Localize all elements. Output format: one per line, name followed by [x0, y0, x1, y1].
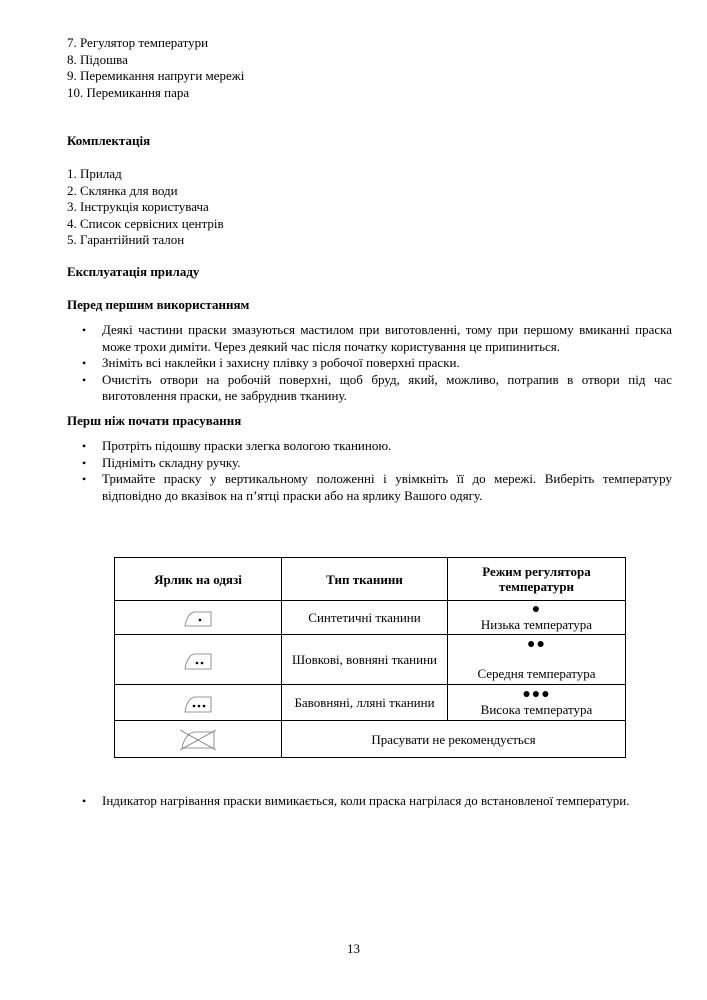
kit-heading: Комплектація — [67, 133, 151, 148]
bullet-icon: • — [82, 356, 87, 370]
iron-two-dots-icon — [181, 649, 215, 671]
column-header: Тип тканини — [282, 558, 448, 601]
table-row — [115, 635, 626, 685]
list-item: 1. Прилад — [67, 166, 122, 181]
parts-list — [67, 35, 244, 101]
list-item: • Індикатор нагрівання праски вимикається, коли праска нагрілася до встановленої температури. — [82, 793, 630, 808]
bullet-icon: • — [82, 472, 87, 486]
table-row — [115, 685, 626, 721]
indicator-note-list — [82, 793, 672, 810]
list-item: • Тримайте праску у вертикальному положенні і увімкніть її до мережі. Виберіть температуру відповідно до вказівок на п’ятці праски або на ярлику Вашого одягу. — [82, 471, 672, 503]
bullet-icon: • — [82, 439, 87, 453]
list-item: • Зніміть всі наклейки і захисну плівку з робочої поверхні праски. — [82, 355, 460, 370]
list-item: 4. Список сервісних центрів — [67, 215, 224, 231]
temperature-dots: ●●● — [522, 687, 551, 702]
fabric-cell: Шовкові, вовняні тканини — [282, 635, 448, 685]
before-ironing-list — [82, 438, 672, 504]
do-not-iron-icon — [177, 727, 219, 751]
bullet-icon: • — [82, 372, 87, 387]
list-item: 9. Перемикання напруги мережі — [67, 68, 245, 83]
bullet-icon: • — [82, 794, 87, 808]
list-item: 7. Регулятор температури — [67, 35, 209, 50]
mode-cell — [448, 685, 626, 721]
table-row — [115, 601, 626, 635]
fabric-cell: Бавовняні, лляні тканини — [282, 685, 448, 721]
bullet-icon: • — [82, 455, 87, 470]
bullet-icon: • — [82, 323, 87, 337]
mode-cell — [448, 601, 626, 635]
list-item: 2. Склянка для води — [67, 182, 178, 198]
list-item: • Протріть підошву праски злегка вологою тканиною. — [82, 438, 392, 453]
no-iron-cell: Прасувати не рекомендується — [282, 721, 626, 758]
mode-cell — [448, 635, 626, 685]
mode-label: Низька температура — [480, 617, 593, 632]
temperature-dots: ● — [531, 602, 542, 617]
iron-three-dots-icon — [181, 692, 215, 714]
list-item: 3. Інструкція користувача — [67, 199, 209, 214]
mode-label: Висока температура — [480, 702, 593, 717]
page-number: 13 — [347, 941, 360, 956]
list-item: • Деякі частини праски змазуються мастилом при виготовленні, тому при першому вмиканні праска може трохи диміти. Через деякий час після початку користування це припиниться. — [82, 322, 672, 354]
table-row — [115, 721, 626, 758]
temperature-dots: ●● — [527, 637, 546, 652]
iron-one-dot-icon — [181, 608, 215, 628]
list-item: 8. Підошва — [67, 51, 128, 67]
list-item: 5. Гарантійний талон — [67, 232, 185, 247]
column-header: Ярлик на одязі — [115, 558, 282, 601]
before-ironing-heading: Перш ніж почати прасування — [67, 413, 242, 428]
fabric-cell: Синтетичні тканини — [282, 601, 448, 635]
before-first-use-heading: Перед першим використанням — [67, 297, 250, 312]
list-item: 10. Перемикання пара — [67, 84, 190, 100]
before-first-use-list — [82, 322, 672, 405]
list-item: • Очистіть отвори на робочій поверхні, щоб бруд, який, можливо, потрапив в отвори під час виготовлення праски, не забруднив тканину. — [82, 371, 672, 403]
temperature-table — [114, 557, 626, 758]
operation-heading: Експлуатація приладу — [67, 264, 200, 279]
kit-list — [67, 166, 224, 249]
mode-label: Середня температура — [477, 666, 596, 681]
table-header-row — [115, 558, 626, 601]
list-item: • Підніміть складну ручку. — [82, 454, 241, 470]
column-header: Режим регулятора температури — [448, 558, 626, 601]
